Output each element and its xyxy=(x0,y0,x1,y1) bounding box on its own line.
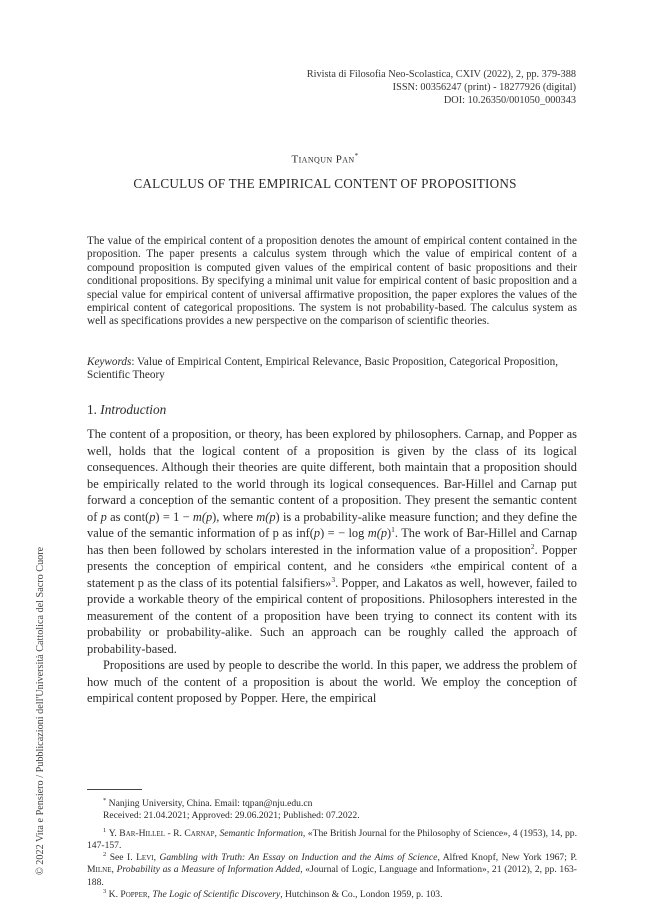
footnote-3-author: Popper xyxy=(120,888,148,900)
footnote-2-title-1: Gambling with Truth: An Essay on Induction and the Aims of Science xyxy=(159,852,438,864)
footnote-3-number: 3 xyxy=(103,887,107,895)
footnote-3-rest: , Hutchinson & Co., London 1959, p. 103. xyxy=(280,888,443,900)
footnote-2-title-2: Probability as a Measure of Information Added xyxy=(116,864,301,876)
paper-title: CALCULUS OF THE EMPIRICAL CONTENT OF PROPOSITIONS xyxy=(133,176,517,191)
section-title: Introduction xyxy=(100,402,167,417)
abstract: The value of the empirical content of a proposition denotes the amount of empirical content contained in the proposition. The paper presents a calculus system through which the value of empirical content of a compound proposition is computed given values of the empirical content of basic propositions and their conditional propositions. By specifying a minimal unit value for empirical content of basic proposition and a special value for empirical content of universal affirmative proposition, the paper explores the values of the empirical content of categorical propositions. The system is not probability-based. The calculus system as well as specifications provides a new perspective on the comparison of scientific theories. xyxy=(87,235,577,328)
dates-text: Received: 21.04.2021; Approved: 29.06.2021; Published: 07.2022. xyxy=(103,810,360,822)
section-heading xyxy=(87,402,166,418)
author-footnote-mark: * xyxy=(354,152,359,160)
footnote-2-sep-1: , xyxy=(153,852,160,864)
footnote-3-title: The Logic of Scientific Discovery xyxy=(152,888,281,900)
footnote-ref-3[interactable]: 3 xyxy=(331,574,336,584)
paragraph-1 xyxy=(87,426,577,657)
p1-text-f: ) = − log xyxy=(320,526,368,540)
footnote-2-author-2: Milne xyxy=(87,864,112,876)
issn: ISSN: 00356247 (print) - 18277926 (digital) xyxy=(392,82,576,94)
p1-text-e: ) is a probability-alike measure function; and they define the value of the semantic information of p as inf( xyxy=(87,509,577,540)
affiliation-text: Nanjing University, China. Email: tqpan@nju.edu.cn xyxy=(106,798,313,809)
footnote-2-number: 2 xyxy=(103,851,107,859)
footnote-1-rest: , «The British Journal for the Philosophy of Science», 4 (1953), 14, pp. 147-157. xyxy=(87,828,578,852)
doi: DOI: 10.26350/001050_000343 xyxy=(443,95,576,107)
author-line xyxy=(0,152,650,166)
keywords xyxy=(87,356,577,383)
p1-text-c: ) = 1 − xyxy=(155,509,193,524)
body-text xyxy=(87,426,577,707)
footnote-3 xyxy=(87,889,577,901)
footnote-3-sep: , xyxy=(147,888,153,900)
footnote-2-sep-2: , xyxy=(111,864,117,876)
footnote-1-authors: Y. Bar-Hillel - R. Carnap xyxy=(108,828,215,840)
footnote-2-mid: , Alfred Knopf, New York 1967; P. xyxy=(437,852,578,864)
p1-var: p xyxy=(313,526,321,540)
p1-var: p xyxy=(380,526,388,540)
footnote-ref-1[interactable]: 1 xyxy=(391,524,395,534)
p1-var: m( xyxy=(192,509,206,524)
p1-var: p xyxy=(269,509,276,524)
p1-var: p xyxy=(149,509,156,524)
footnote-2-rest: , «Journal of Logic, Language and Information», 21 (2012), 2, pp. 163-188. xyxy=(87,864,577,888)
footnote-1-number: 1 xyxy=(103,827,107,834)
p1-text-h: . The work of Bar-Hillel and Carnap has then been followed by scholars interested in the information value of a proposition xyxy=(87,526,578,557)
p1-text-d: ), where xyxy=(212,509,257,524)
footnote-3-pre: K. xyxy=(108,888,121,900)
p1-var: p xyxy=(205,509,213,524)
keywords-text: : Value of Empirical Content, Empirical Relevance, Basic Proposition, Categorical Proposition, Scientific Theory xyxy=(87,356,559,382)
paragraph-2: Propositions are used by people to describe the world. In this paper, we address the problem of how much of the content of a proposition is about the world. We employ the conception of empirical content proposed by Popper. Here, the empirical xyxy=(87,658,577,705)
footnote-affiliation xyxy=(87,798,577,822)
p1-text-a: The content of a proposition, or theory, has been explored by philosophers. Carnap, and Popper as well, holds that the logical content of a proposition is given by the class of its logical consequences. Although their theories are quite different, both maintain that a proposition should be empirically related to the world through its logical consequences. Bar-Hillel and Carnap put forward a conception of the semantic content of a proposition. They present the semantic content of xyxy=(87,427,577,524)
keywords-label: Keywords xyxy=(87,356,132,368)
footnote-2-pre: See I. xyxy=(109,852,137,864)
p1-var: m( xyxy=(256,509,270,524)
footnote-2-author-1: Levi xyxy=(136,852,154,864)
footnote-ref-2[interactable]: 2 xyxy=(530,541,535,551)
p1-text-i: . Popper presents the conception of empirical content, and he considers «the empirical content of a statement p as the class of its potential falsifiers» xyxy=(87,542,577,590)
p1-var: p xyxy=(100,509,107,524)
footnote-1-sep: , xyxy=(214,828,220,840)
footnote-1 xyxy=(87,828,577,852)
footnotes xyxy=(87,798,577,901)
journal-citation: Rivista di Filosofia Neo-Scolastica, CXIV (2022), 2, pp. 379-388 xyxy=(306,69,576,80)
copyright-sidebar: © 2022 Vita e Pensiero / Pubblicazioni dell'Università Cattolica del Sacro Cuore xyxy=(35,546,46,875)
p1-text-j: . Popper, and Lakatos as well, however, failed to provide a workable theory of the empirical content of propositions. Philosophers interested in the measurement of the content of a proposition have been trying to connect its content with its probability or probability-alike. Such an approach can be roughly called the approach of probability-based. xyxy=(87,575,577,656)
footnote-star-mark: * xyxy=(103,796,107,804)
p1-text-g: ) xyxy=(387,526,392,540)
p1-text-b: as cont( xyxy=(106,509,150,524)
p1-var: m( xyxy=(367,526,381,540)
journal-header xyxy=(156,68,576,108)
footnote-2 xyxy=(87,852,577,888)
footnote-divider xyxy=(87,789,142,790)
author-name: Tianqun Pan xyxy=(291,153,355,166)
footnote-1-title: Semantic Information xyxy=(219,828,303,840)
section-number: 1. xyxy=(87,402,101,417)
